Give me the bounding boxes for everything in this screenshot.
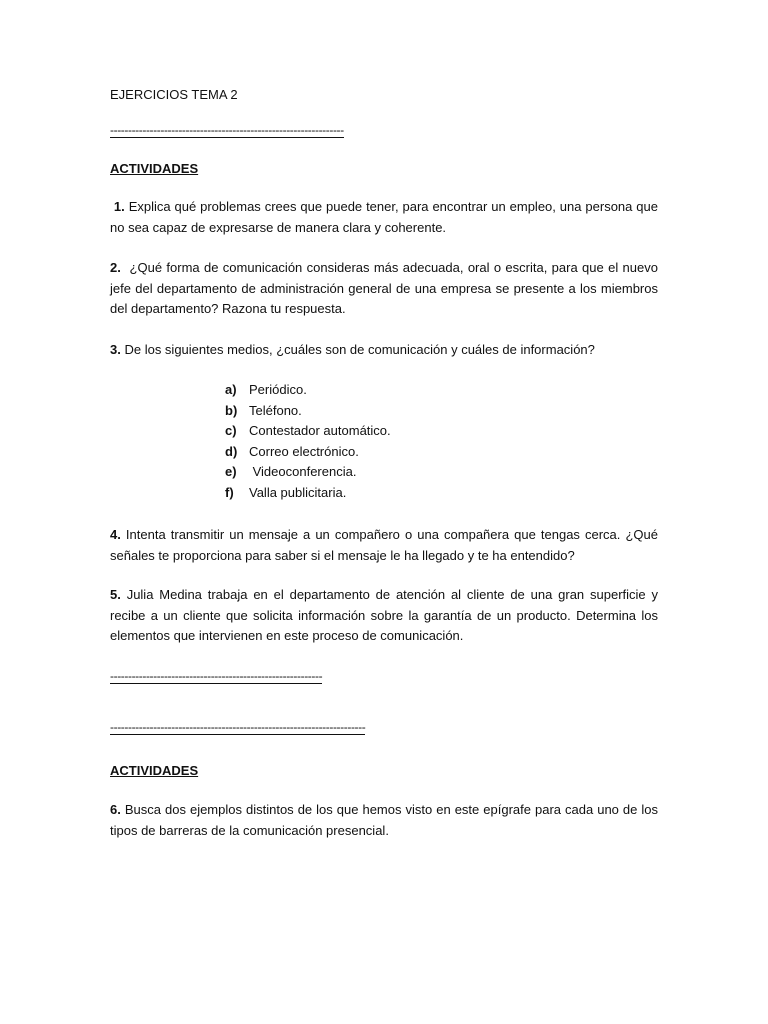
question-number: 1. bbox=[113, 199, 125, 214]
separator-line bbox=[110, 721, 428, 735]
list-marker: c) bbox=[225, 423, 237, 438]
document-title: EJERCICIOS TEMA 2 bbox=[110, 87, 238, 102]
list-item-text: Correo electrónico. bbox=[249, 443, 359, 459]
list-marker: e) bbox=[225, 464, 237, 479]
question-text: Intenta transmitir un mensaje a un compañero o una compañera que tengas cerca. ¿Qué señales te proporciona para saber si el mensaje le ha llegado y te ha entendido? bbox=[110, 527, 658, 563]
separator-dashes: ----------------------------------------------------------- bbox=[110, 670, 323, 683]
question-4 bbox=[110, 525, 658, 566]
list-item-text: Contestador automático. bbox=[249, 423, 391, 438]
question-text: ¿Qué forma de comunicación consideras más adecuada, oral o escrita, para que el nuevo jefe del departamento de administración general de una empresa se presente a los miembros del departamento? Razona tu respuesta. bbox=[110, 260, 658, 316]
section-heading-actividades: ACTIVIDADES bbox=[110, 161, 199, 176]
question-number: 5. bbox=[110, 587, 121, 602]
list-marker: a) bbox=[225, 382, 237, 397]
list-item bbox=[225, 401, 391, 422]
separator-line bbox=[110, 124, 400, 138]
question-6 bbox=[110, 800, 658, 841]
list-item-text: Videoconferencia. bbox=[249, 464, 357, 479]
list-item-text: Teléfono. bbox=[249, 402, 302, 418]
list-item-text: Periódico. bbox=[249, 382, 307, 397]
question-number: 4. bbox=[110, 527, 121, 542]
separator-dashes: ----------------------------------------------------------------------- bbox=[110, 721, 366, 734]
question-3 bbox=[110, 340, 658, 361]
question-number: 2. bbox=[110, 260, 121, 275]
list-marker: b) bbox=[225, 402, 238, 418]
section-heading-actividades: ACTIVIDADES bbox=[110, 763, 199, 778]
question-text: De los siguientes medios, ¿cuáles son de comunicación y cuáles de información? bbox=[124, 342, 595, 357]
separator-line bbox=[110, 670, 372, 684]
list-item bbox=[225, 483, 391, 504]
question-text: Busca dos ejemplos distintos de los que hemos visto en este epígrafe para cada uno de los tipos de barreras de la comunicación presencial. bbox=[110, 802, 658, 838]
list-item-text: Valla publicitaria. bbox=[249, 484, 347, 500]
question-text: Julia Medina trabaja en el departamento de atención al cliente de una gran superficie y recibe a un cliente que solicita información sobre la garantía de un producto. Determina los elementos que intervienen en este proceso de comunicación. bbox=[110, 587, 658, 643]
list-marker: f) bbox=[225, 484, 234, 500]
question-number: 6. bbox=[110, 802, 121, 817]
question-5 bbox=[110, 585, 658, 647]
question-1 bbox=[110, 197, 658, 238]
media-options-list bbox=[225, 380, 391, 503]
list-item bbox=[225, 442, 391, 463]
question-text: Explica qué problemas crees que puede tener, para encontrar un empleo, una persona que no sea capaz de expresarse de manera clara y coherente. bbox=[110, 199, 658, 235]
question-number: 3. bbox=[110, 342, 121, 357]
list-marker: d) bbox=[225, 443, 238, 459]
list-item bbox=[225, 380, 391, 401]
list-item bbox=[225, 421, 391, 442]
question-2 bbox=[110, 258, 658, 320]
separator-dashes: ----------------------------------------------------------------- bbox=[110, 124, 344, 137]
list-item bbox=[225, 462, 391, 483]
